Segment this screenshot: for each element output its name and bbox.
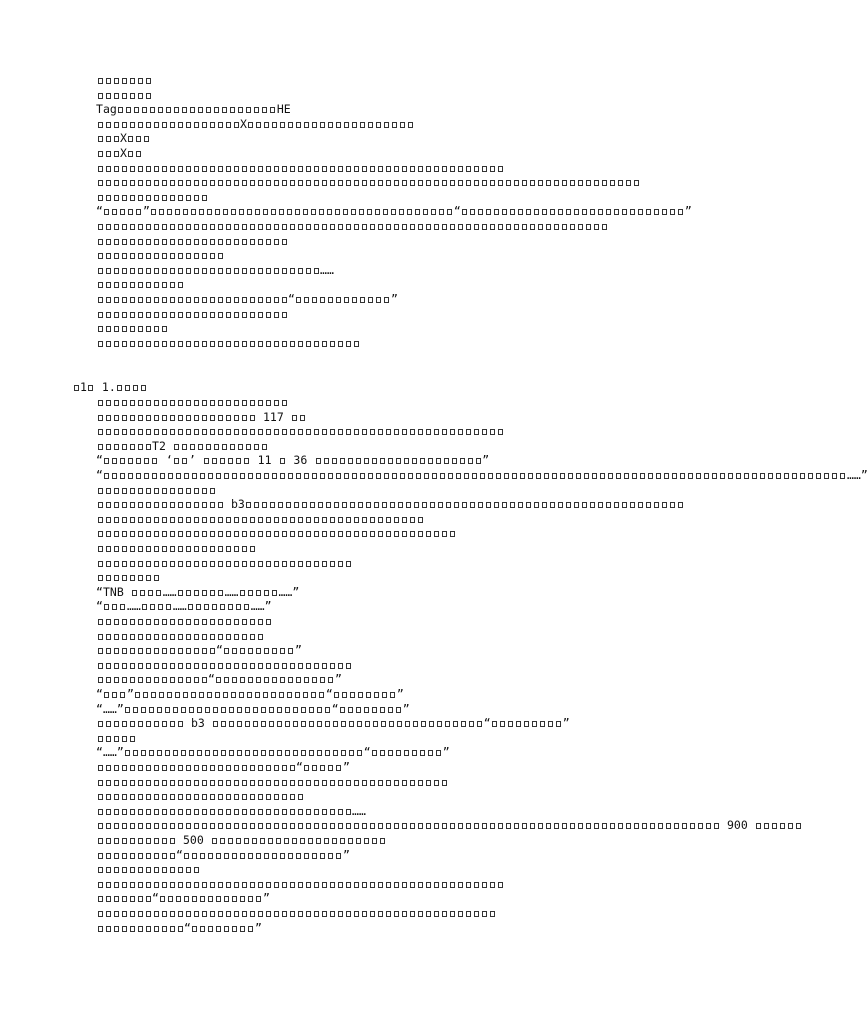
text-line (96, 88, 152, 103)
text-line: X (96, 131, 151, 146)
text-line (96, 307, 288, 322)
text-line: b3 “ ” (96, 716, 570, 731)
text-line: “ ” (96, 891, 270, 906)
text-line (96, 219, 608, 234)
text-line: “ ” “ ” (96, 204, 692, 219)
text-line (96, 629, 264, 644)
text-line: “ ” (96, 848, 350, 863)
text-line (96, 512, 424, 527)
text-line: “ ” (96, 292, 398, 307)
text-line: “ …… …… ……” (96, 599, 272, 614)
text-line (96, 395, 288, 410)
text-line: “……” “ ” (96, 701, 410, 716)
text-line: “ ‘ ’ 11 36 ” (96, 453, 490, 468)
text-line (96, 775, 448, 790)
text-line: …… (96, 263, 334, 278)
text-line: “ ” “ ” (96, 687, 404, 701)
text-line (96, 190, 208, 205)
text-line (96, 658, 352, 673)
text-line: 500 (96, 833, 387, 848)
text-line (96, 789, 304, 804)
text-line (96, 321, 168, 336)
text-line (96, 541, 256, 556)
text-line: “ ……” (96, 468, 868, 482)
text-line: T2 (96, 439, 269, 454)
text-line: “ ” (96, 672, 342, 687)
text-line: “ ” (96, 921, 262, 936)
text-line: “ ” (96, 760, 350, 775)
text-line (96, 906, 496, 921)
text-line (96, 277, 184, 292)
text-line (96, 570, 160, 585)
text-line: 900 (96, 818, 803, 833)
text-line (96, 234, 288, 249)
heading-line: 1 1. (72, 380, 148, 395)
text-line: b3 (96, 497, 685, 512)
text-line (96, 336, 360, 351)
text-line: “……” “ ” (96, 745, 450, 760)
text-line (96, 483, 216, 498)
text-line: …… (96, 804, 366, 819)
text-line: X (96, 117, 415, 132)
text-line: X (96, 146, 143, 161)
text-line (96, 731, 136, 746)
text-line: Tag HE (96, 102, 291, 117)
text-line (96, 614, 272, 629)
text-line (96, 73, 152, 88)
text-line: “ ” (96, 643, 302, 658)
text-line (96, 424, 504, 439)
text-line: “TNB …… …… ……” (96, 584, 300, 599)
text-line (96, 161, 504, 176)
text-line (96, 556, 352, 571)
text-line (96, 862, 200, 877)
text-line: 117 (96, 410, 307, 425)
text-line (96, 877, 504, 892)
text-line (96, 248, 224, 263)
text-line (96, 526, 456, 541)
text-line (96, 175, 640, 190)
